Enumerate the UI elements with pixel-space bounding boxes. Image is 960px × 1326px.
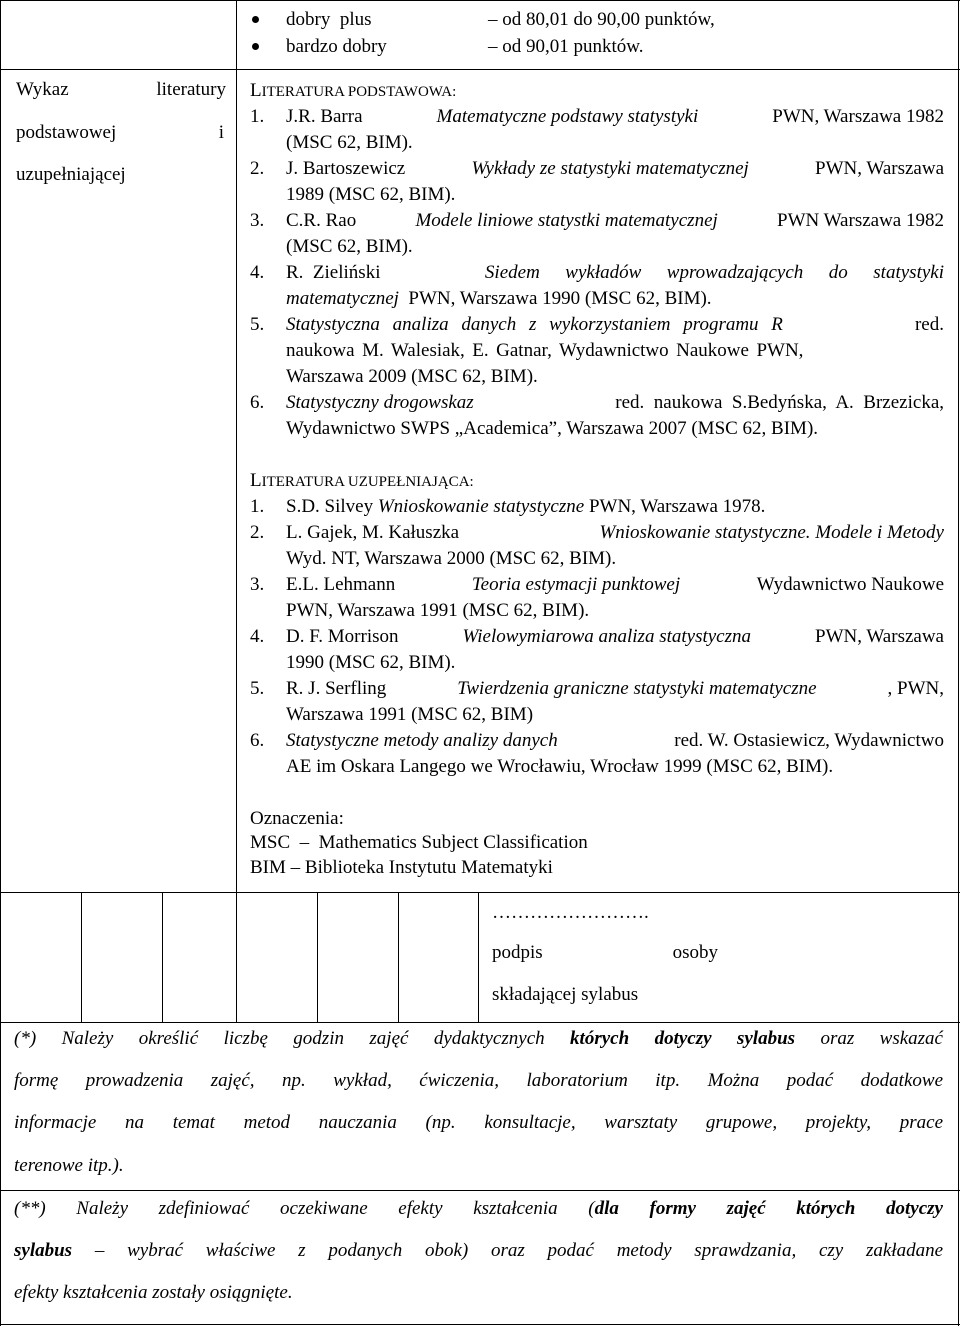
list-item-cont: Warszawa 1991 (MSC 62, BIM) <box>286 704 534 725</box>
footnote-line: formę prowadzenia zajęć, np. wykład, ćwiczenia, laboratorium itp. Można podać dodatkowe <box>14 1070 943 1091</box>
list-item-number: 6. <box>250 392 265 413</box>
list-item: E.L. Lehmann Teoria estymacji punktowej Wydawnictwo Naukowe <box>286 574 944 595</box>
list-item: R. J. Serfling Twierdzenia graniczne statystyki matematyczne , PWN, <box>286 678 944 699</box>
table-border-left <box>0 0 1 1326</box>
row-divider <box>0 1022 960 1023</box>
list-item: J. Bartoszewicz Wykłady ze statystyki matematycznej PWN, Warszawa <box>286 158 944 179</box>
list-item-number: 2. <box>250 158 265 179</box>
list-item-number: 1. <box>250 496 265 517</box>
footnote-line: (**) Należy zdefiniować oczekiwane efekty kształcenia (dla formy zajęć których dotyczy <box>14 1198 943 1219</box>
list-item-number: 3. <box>250 574 265 595</box>
column-divider <box>236 0 237 892</box>
cell-divider <box>81 892 82 1022</box>
footnote-line: sylabus – wybrać właściwe z podanych obok) oraz podać metody sprawdzania, czy zakładane <box>14 1240 943 1261</box>
row-label <box>16 120 226 146</box>
list-item-cont: naukowa M. Walesiak, E. Gatnar, Wydawnictwo Naukowe PWN, <box>286 340 804 361</box>
list-item: J.R. Barra Matematyczne podstawy statystyki PWN, Warszawa 1982 <box>286 106 944 127</box>
bullet-icon <box>252 43 259 50</box>
footnote-line: terenowe itp.). <box>14 1155 124 1176</box>
grade-label: dobry plus <box>286 9 372 30</box>
grade-label: bardzo dobry <box>286 36 387 57</box>
list-item-cont: (MSC 62, BIM). <box>286 132 413 153</box>
list-item-number: 1. <box>250 106 265 127</box>
list-item-cont: (MSC 62, BIM). <box>286 236 413 257</box>
list-item-cont: PWN, Warszawa 1991 (MSC 62, BIM). <box>286 600 590 621</box>
table-border-right <box>958 0 959 1326</box>
table-border-top <box>0 0 960 1</box>
legend-line: MSC – Mathematics Subject Classification <box>250 832 588 853</box>
section-heading: LITERATURA UZUPEŁNIAJĄCA: <box>250 470 474 491</box>
list-item: D. F. Morrison Wielowymiarowa analiza statystyczna PWN, Warszawa <box>286 626 944 647</box>
cell-divider <box>398 892 399 1022</box>
list-item: S.D. Silvey Wnioskowanie statystyczne PWN, Warszawa 1978. <box>286 496 766 517</box>
cell-divider <box>478 892 479 1022</box>
list-item-number: 4. <box>250 262 265 283</box>
list-item-cont: Warszawa 2009 (MSC 62, BIM). <box>286 366 538 387</box>
row-label <box>16 77 226 103</box>
cell-divider <box>162 892 163 1022</box>
list-item-cont: 1990 (MSC 62, BIM). <box>286 652 456 673</box>
list-item-number: 5. <box>250 314 265 335</box>
bullet-icon <box>252 16 259 23</box>
signature-label: podpis osoby <box>492 942 718 963</box>
list-item-cont: AE im Oskara Langego we Wrocławiu, Wrocław 1999 (MSC 62, BIM). <box>286 756 834 777</box>
row-label: uzupełniającej <box>16 164 126 185</box>
list-item-cont: Wydawnictwo SWPS „Academica”, Warszawa 2007 (MSC 62, BIM). <box>286 418 819 439</box>
signature-label: składającej sylabus <box>492 984 639 1005</box>
list-item-cont: Wyd. NT, Warszawa 2000 (MSC 62, BIM). <box>286 548 617 569</box>
list-item: Statystyczna analiza danych z wykorzystaniem programu R red. <box>286 314 944 335</box>
row-divider <box>0 1190 960 1191</box>
list-item: Statystyczne metody analizy danych red. W. Ostasiewicz, Wydawnictwo <box>286 730 944 751</box>
list-item: C.R. Rao Modele liniowe statystki matematycznej PWN Warszawa 1982 <box>286 210 944 231</box>
label-word: i <box>218 122 224 143</box>
footnote-line: (*) Należy określić liczbę godzin zajęć dydaktycznych których dotyczy sylabus oraz wskazać <box>14 1028 943 1049</box>
footnote-line: informacje na temat metod nauczania (np. konsultacje, warsztaty grupowe, projekty, prace <box>14 1112 943 1133</box>
list-item-number: 4. <box>250 626 265 647</box>
list-item: R. Zieliński Siedem wykładów wprowadzających do statystyki <box>286 262 944 283</box>
list-item-cont: 1989 (MSC 62, BIM). <box>286 184 456 205</box>
row-divider <box>0 69 960 70</box>
section-heading: LITERATURA PODSTAWOWA: <box>250 80 457 101</box>
label-word: Wykaz <box>16 79 69 100</box>
grade-range: – od 80,01 do 90,00 punktów, <box>488 9 715 30</box>
footnote-line: efekty kształcenia zostały osiągnięte. <box>14 1282 293 1303</box>
legend-title: Oznaczenia: <box>250 808 344 829</box>
table-border-bottom <box>0 1324 960 1325</box>
signature-dots: ……………………. <box>492 902 649 923</box>
list-item-number: 3. <box>250 210 265 231</box>
grade-range: – od 90,01 punktów. <box>488 36 644 57</box>
list-item-number: 5. <box>250 678 265 699</box>
legend-line: BIM – Biblioteka Instytutu Matematyki <box>250 857 553 878</box>
list-item-cont: matematycznej PWN, Warszawa 1990 (MSC 62, BIM). <box>286 288 712 309</box>
list-item: Statystyczny drogowskaz red. naukowa S.Bedyńska, A. Brzezicka, <box>286 392 944 413</box>
row-divider <box>0 892 960 893</box>
label-word: literatury <box>156 79 226 100</box>
cell-divider <box>236 892 237 1022</box>
label-word: podstawowej <box>16 122 117 143</box>
cell-divider <box>317 892 318 1022</box>
list-item-number: 2. <box>250 522 265 543</box>
list-item-number: 6. <box>250 730 265 751</box>
list-item: L. Gajek, M. Kałuszka Wnioskowanie statystyczne. Modele i Metody <box>286 522 944 543</box>
